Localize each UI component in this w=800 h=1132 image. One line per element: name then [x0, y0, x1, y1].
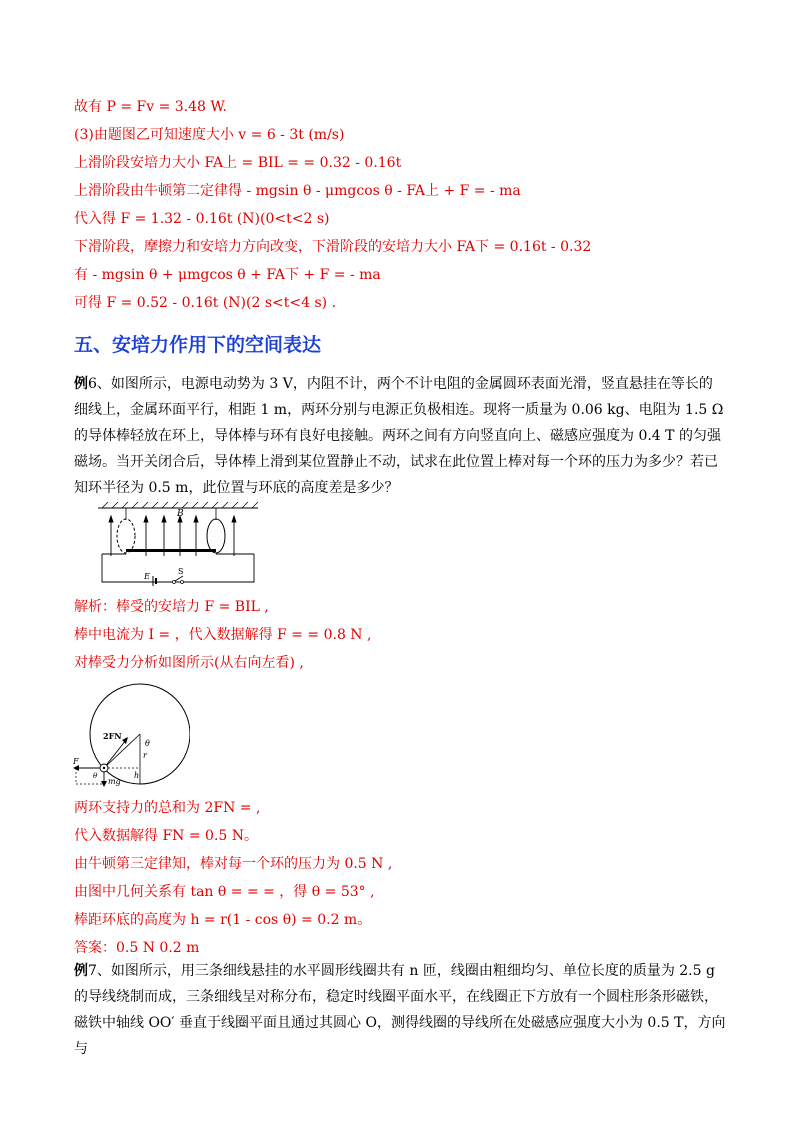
solution-line-6: 下滑阶段，摩擦力和安培力方向改变，下滑阶段的安培力大小 FA下 = 0.16t - 0.32 [74, 239, 592, 255]
ex6-solution-8: 棒距环底的高度为 h = r(1 - cos θ) = 0.2 m。 [74, 912, 372, 928]
solution-line-4: 上滑阶段由牛顿第二定律得 - mgsin θ - μmgcos θ - FA上 + F = - ma [74, 183, 521, 199]
solution-line-1: 故有 P = Fv = 3.48 W. [74, 99, 227, 115]
ex6-answer: 答案：0.5 N 0.2 m [74, 940, 200, 956]
solution-line-8: 可得 F = 0.52 - 0.16t (N)(2 s<t<4 s) . [74, 295, 337, 311]
example6-paragraph [74, 371, 726, 501]
ex6-solution-2: 棒中电流为 I = ，代入数据解得 F = = 0.8 N , [74, 627, 372, 643]
label-2FN: 2FN [103, 731, 122, 741]
label-S: S [178, 567, 184, 576]
label-h: h [134, 771, 140, 780]
label-theta-top: θ [145, 739, 150, 748]
solution-line-2: (3)由题图乙可知速度大小 v = 6 - 3t (m/s) [74, 127, 345, 143]
ex6-solution-1: 解析：棒受的安培力 F = BIL , [74, 599, 269, 615]
ex6-solution-5: 代入数据解得 FN = 0.5 N。 [74, 828, 259, 844]
solution-line-7: 有 - mgsin θ + μmgcos θ + FA下 + F = - ma [74, 267, 381, 283]
example6-text: 6、如图所示，电源电动势为 3 V，内阻不计，两个不计电阻的金属圆环表面光滑，竖直悬挂在等长的细线上，金属环面平行，相距 1 m，两环分别与电源正负极相连。现将一质量为 0.06 kg、电阻为 1.5 Ω 的导体棒轻放在环上，导体棒与环有良好电接触。两环之间有方向竖直向上、磁感应强度为 0.4 T 的匀强磁场。当开关闭合后，导体棒上滑到某位置静止不动，试求在此位置上棒对每一个环的压力为多少？若已知环半径为 0.5 m，此位置与环底的高度差是多少？ [74, 376, 724, 496]
figure-rings-apparatus [98, 500, 258, 586]
example6-label: 例 [74, 376, 88, 392]
ex6-solution-6: 由牛顿第三定律知，棒对每一个环的压力为 0.5 N , [74, 856, 393, 872]
example7-label: 例 [74, 963, 88, 979]
example7-text: 7、如图所示，用三条细线悬挂的水平圆形线圈共有 n 匝，线圈由粗细均匀、单位长度的质量为 2.5 g 的导线绕制而成，三条细线呈对称分布，稳定时线圈平面水平，在线圈正下方放有一个圆柱形条形磁铁，磁铁中轴线 OO′ 垂直于线圈平面且通过其圆心 O，测得线圈的导线所在处磁感应强度大小为 0.5 T，方向与 [74, 963, 726, 1057]
label-theta-bottom: θ [93, 772, 98, 780]
ex6-solution-3: 对棒受力分析如图所示(从右向左看) , [74, 655, 304, 671]
label-F: F [73, 757, 79, 766]
ex6-solution-7: 由图中几何关系有 tan θ = = = ，得 θ = 53° , [74, 884, 375, 900]
section-title: 五、安培力作用下的空间表达 [74, 334, 322, 356]
label-r: r [143, 751, 147, 760]
solution-line-3: 上滑阶段安培力大小 FA上 = BIL = = 0.32 - 0.16t [74, 155, 402, 171]
solution-line-5: 代入得 F = 1.32 - 0.16t (N)(0<t<2 s) [74, 211, 330, 227]
ex6-solution-4: 两环支持力的总和为 2FN = , [74, 800, 261, 816]
label-B: B [177, 509, 184, 519]
figure-force-diagram [68, 682, 190, 792]
example7-paragraph [74, 958, 726, 1062]
label-E: E [144, 572, 150, 581]
label-mg: mg [108, 777, 121, 786]
